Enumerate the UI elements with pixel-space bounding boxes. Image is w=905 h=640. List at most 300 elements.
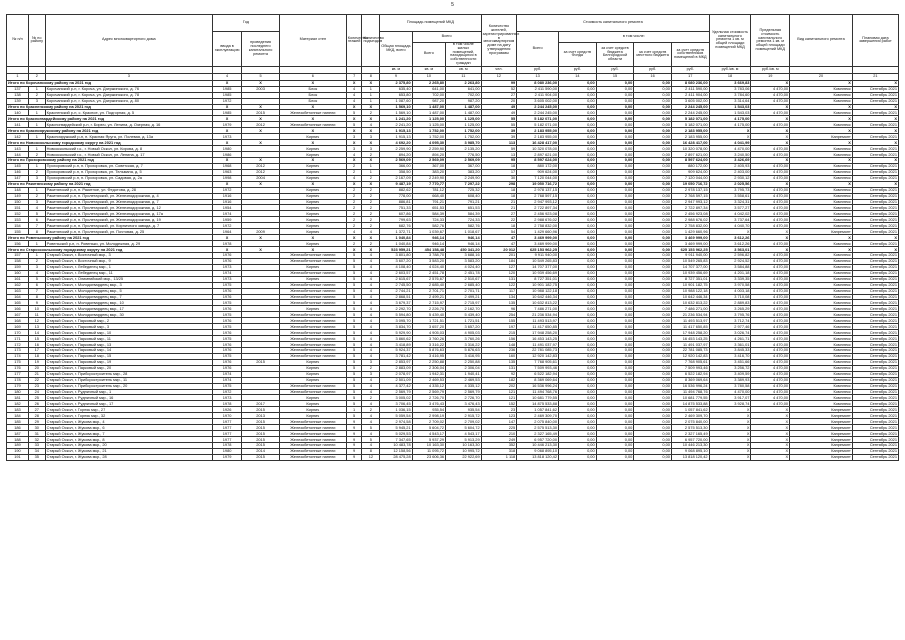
table-cell: Комплекс [790,223,853,229]
table-cell: 17 948 258,20 [671,330,709,336]
table-cell: 8 [362,448,380,454]
table-cell: Комплекс [790,383,853,389]
table-cell: Комплекс [790,98,853,104]
table-cell: 134 [481,294,517,300]
table-cell: 24 [28,389,45,395]
table-cell: 4 470,00 [751,122,790,128]
table-cell: 3 583,20 [412,258,445,264]
table-cell: 0,00 [596,122,634,128]
table-cell: 2 [362,152,380,158]
table-cell: 4 470,00 [751,300,790,306]
table-cell: Комплекс [790,300,853,306]
table-cell: 1972 [212,187,241,193]
table-cell: 3 737,64 [709,217,751,223]
table-cell: Кирпич [279,401,346,407]
table-cell: 4 [362,431,380,437]
table-cell: 0,00 [634,336,672,342]
table-cell: Комплекс [790,342,853,348]
table-cell: 4 470,00 [751,152,790,158]
table-cell: 5 [346,383,362,389]
address-cell: Корочанский р-н, г. Короча, ул. Дзержинского, д. 76 [45,86,212,92]
table-cell: 0,00 [559,371,597,377]
table-cell: 0,00 [559,359,597,365]
table-cell: 4 [362,419,380,425]
table-cell: 1 569,10 [380,110,412,116]
table-cell: 0,00 [559,264,597,270]
table-cell: X [852,104,898,110]
table-cell: 4 470,00 [751,146,790,152]
address-cell: Новооскольский г.о., г. Новый Оскол, ул. Кирова, д. 8 [45,146,212,152]
table-cell: Железобетонные панели [279,110,346,116]
table-cell: 0,00 [634,448,672,454]
table-cell: 9 [346,454,362,460]
table-cell: 12 920 142,83 [517,353,559,359]
table-cell: 0,00 [596,241,634,247]
table-cell: 3 476,43 [446,401,482,407]
table-cell: 143 [7,146,29,152]
table-cell: 0,00 [559,454,597,460]
table-cell: 0,00 [559,347,597,353]
table-cell: 0,00 [559,342,597,348]
table-cell: 152 [7,211,29,217]
table-cell: 2 596,82 [709,252,751,258]
table-cell: 0,00 [634,454,672,460]
table-cell: X [709,431,751,437]
table-cell: 2 988 676,02 [671,217,709,223]
table-cell: 4 095,30 [412,140,445,146]
table-cell: 2 897 621,00 [517,152,559,158]
table-cell: 4 543,17 [446,431,482,437]
table-cell: 173 [7,347,29,353]
table-cell: 1 125,00 [446,122,482,128]
table-cell: 4 024,40 [446,264,482,270]
table-cell: 383,20 [446,169,482,175]
header-entrances: Количество подъездов [362,15,380,67]
table-cell: 367,00 [446,163,482,169]
table-cell: Блок [279,98,346,104]
table-cell: 1 [346,407,362,413]
table-cell: 4 543,17 [412,431,445,437]
table-cell: 3 657,20 [446,324,482,330]
table-cell: 946,14 [412,241,445,247]
subtotal-label: Итого по Краснояружскому району на 2021 год [7,128,213,134]
table-cell: 6 [28,217,45,223]
table-cell: 23 [28,383,45,389]
table-cell: X [709,134,751,140]
table-cell: X [751,247,790,253]
table-cell: 0,00 [596,324,634,330]
table-cell: 59 [481,146,517,152]
table-cell: 8 080 236,00 [517,80,559,86]
address-cell: Старый Оскол, г. Приборостроитель мкр., 20 [45,383,212,389]
table-cell: 3 [346,146,362,152]
table-cell: 120 [481,270,517,276]
table-cell: 1 487,00 [446,110,482,116]
table-cell: 2 135,20 [446,146,482,152]
table-cell: 2 615,67 [380,276,412,282]
table-cell: 1976 [212,294,241,300]
header-local-budget: за счет средств местного бюджета [634,43,672,67]
address-cell: Ракитянский р-н, п. Пролетарский, ул. Железнодорожная, д. 12 [45,205,212,211]
table-cell: 184 [7,413,29,419]
table-cell: 0,00 [634,258,672,264]
table-cell: Капремонт [790,448,853,454]
header-completion-date: Плановая дата завершения работ [852,15,898,67]
table-cell: X [709,128,751,134]
table-cell: Сентябрь 2021 [852,98,898,104]
table-cell: 5 [28,276,45,282]
table-cell: 0,00 [634,152,672,158]
table-cell: 0,00 [559,395,597,401]
table-cell: 4 470,00 [751,306,790,312]
table-cell: 935,54 [412,407,445,413]
table-cell: 11 [28,312,45,318]
table-cell: 0,00 [559,318,597,324]
table-cell: 0,00 [634,110,672,116]
table-cell: 145 [7,163,29,169]
table-cell: X [709,229,751,235]
table-cell: 0,00 [634,146,672,152]
table-cell: X [751,431,790,437]
table-cell: Сентябрь 2021 [852,359,898,365]
table-cell: 2 411 590,00 [517,86,559,92]
header-fund: за счет средств Фонда [559,43,597,67]
table-cell: X [751,80,790,86]
table-cell: Железобетонные панели [279,312,346,318]
table-cell: 0,00 [596,235,634,241]
table-cell: 10 320 078,00 [517,146,559,152]
table-cell: 28 [28,413,45,419]
table-cell: 10 483,78 [380,442,412,448]
table-cell: 165 [7,300,29,306]
table-cell: 3 416,70 [709,353,751,359]
table-cell: Комплекс [790,276,853,282]
table-cell: 3 583,20 [446,258,482,264]
table-cell: 2 250,88 [412,359,445,365]
table-cell: Комплекс [790,282,853,288]
table-cell: 0,00 [559,288,597,294]
table-cell: 2 726,70 [446,395,482,401]
table-cell: 4 201,18 [709,270,751,276]
table-cell: 298 [481,181,517,187]
table-cell: 5 [346,342,362,348]
table-cell: 0,00 [559,413,597,419]
table-cell: 0,00 [559,116,597,122]
table-cell: 0,00 [634,365,672,371]
table-cell: 5 182 071,00 [517,116,559,122]
table-cell: 2 411 904,00 [517,92,559,98]
table-cell: 0,00 [596,300,634,306]
table-cell: Железобетонные панели [279,252,346,258]
address-cell: Старый Оскол, г. Жукова мкр., 20 [45,442,212,448]
table-cell: 4 041,99 [709,140,751,146]
table-cell: Сентябрь 2021 [852,193,898,199]
table-cell: Кирпич [279,205,346,211]
table-cell: Комплекс [790,92,853,98]
table-cell: 4 [362,353,380,359]
table-cell: 0,00 [559,365,597,371]
table-cell: 1 [28,187,45,193]
table-cell: 2 183 955,00 [671,134,709,140]
table-cell: Железобетонные панели [279,389,346,395]
table-cell: X [279,235,346,241]
table-cell: 3 [28,98,45,104]
table-cell: 55 [481,116,517,122]
table-cell: 0,00 [634,425,672,431]
table-cell: 2 722 897,34 [671,205,709,211]
table-cell: 0,00 [596,92,634,98]
table-cell: 0,00 [634,371,672,377]
table-cell: 0,00 [634,324,672,330]
table-cell: X [751,181,790,187]
table-cell: 2 469 309,70 [517,413,559,419]
address-cell: Ракитянский р-н, п. Пролетарский, ул. Железнодорожная, д. 17а [45,211,212,217]
table-cell: 5 876,63 [446,347,482,353]
table-cell: 1916 [212,199,241,205]
address-cell: Старый Оскол, г. Жукова мкр., 21 [45,448,212,454]
table-cell: 236 [481,347,517,353]
table-cell: X [751,448,790,454]
table-cell: 0,00 [559,282,597,288]
table-cell: Кирпич [279,193,346,199]
table-cell: 92 [481,371,517,377]
table-cell: 27 [481,92,517,98]
table-cell: Кирпич [279,152,346,158]
table-cell: 0,00 [559,86,597,92]
table-cell: X [790,104,853,110]
table-cell: Комплекс [790,294,853,300]
table-cell: 5 924,37 [380,347,412,353]
table-cell: 4 [362,276,380,282]
table-cell: 7 770,77 [412,181,445,187]
table-cell: Сентябрь 2021 [852,163,898,169]
table-cell: 2 [28,152,45,158]
table-cell: 2 078,97 [380,371,412,377]
table-cell: X [709,442,751,448]
table-cell: 946,14 [446,241,482,247]
address-cell: Корочанский р-н, г. Короча, ул. Дзержинского, д. 80 [45,98,212,104]
address-cell: Корочанский р-н, г. Короча, ул. Дзержинского, д. 78 [45,92,212,98]
table-cell: 0,00 [634,223,672,229]
table-cell: X [279,157,346,163]
table-cell: 182 [481,377,517,383]
table-cell: 4 [362,389,380,395]
table-cell: 1972 [212,98,241,104]
table-cell: Сентябрь 2021 [852,229,898,235]
table-cell: X [242,104,280,110]
table-cell: 935,54 [446,407,482,413]
table-cell: Кирпич [279,377,346,383]
table-cell: 799,63 [380,217,412,223]
table-cell: Железобетонные панели [279,270,346,276]
table-cell: 2 075 840,00 [517,419,559,425]
table-cell: 164 [7,294,29,300]
table-cell: 18 [481,193,517,199]
table-cell: 0,00 [559,134,597,140]
table-cell: 3 845,33 [709,347,751,353]
table-cell: 625 153 962,25 [517,247,559,253]
table-cell: 3 781,42 [380,353,412,359]
table-cell: X [362,157,380,163]
table-cell: 6 522 182,94 [671,371,709,377]
table-cell: 2 183 955,00 [517,134,559,140]
table-cell: 0,00 [596,383,634,389]
header-cost-including: в том числе: [559,32,710,43]
table-cell: 4 470,00 [751,288,790,294]
address-cell: Старый Оскол, г. Приборостроитель мкр., 28 [45,371,212,377]
table-cell: 2 [346,223,362,229]
table-cell: 16 536 996,24 [517,383,559,389]
table-cell: 49 [481,110,517,116]
table-cell: Блок [279,86,346,92]
table-cell: 0,00 [559,223,597,229]
table-cell: 0,00 [634,330,672,336]
table-cell: X [709,425,751,431]
table-cell: 1 087,60 [380,98,412,104]
table-cell: 2 758 832,00 [671,223,709,229]
table-cell: Сентябрь 2021 [852,86,898,92]
table-cell: 2 469 309,70 [671,413,709,419]
table-cell: 1959 [212,217,241,223]
table-cell: Комплекс [790,193,853,199]
table-cell: 4 470,00 [751,359,790,365]
table-cell: 16 428 417,00 [517,140,559,146]
table-cell: 2 244 245,00 [671,104,709,110]
header-district-number: № по району [28,15,45,67]
table-cell: 0,00 [596,104,634,110]
table-cell: 5 [346,389,362,395]
table-cell: 2 915,72 [446,413,482,419]
table-cell: 0,00 [596,98,634,104]
address-cell: Старый Оскол, г. Рудничный мкр., 1 [45,389,212,395]
table-cell: X [709,454,751,460]
table-cell: 0,00 [634,247,672,253]
table-cell: 4 470,00 [751,270,790,276]
table-cell: 0,00 [634,116,672,122]
table-cell: Железобетонные панели [279,318,346,324]
table-cell: 1 752,00 [412,128,445,134]
table-cell: 0,00 [634,312,672,318]
table-cell: 1976 [212,318,241,324]
table-cell: 4 040,70 [709,223,751,229]
table-cell: Капремонт [790,407,853,413]
table-cell: Кирпич [279,229,346,235]
table-cell: X [751,134,790,140]
table-cell: 1974 [212,377,241,383]
table-cell: 880 172,00 [517,163,559,169]
table-cell: 3 [28,199,45,205]
table-cell: 2 [346,187,362,193]
table-cell: X [751,104,790,110]
table-cell: 1976 [212,252,241,258]
table-cell: 0,00 [634,217,672,223]
table-cell: 1985 [212,110,241,116]
table-cell: 3 563,01 [709,247,751,253]
table-cell: 1972 [212,223,241,229]
table-cell: 5 [362,437,380,443]
table-cell: 0,00 [559,163,597,169]
table-cell: 13 818 120,42 [671,454,709,460]
table-cell: Сентябрь 2021 [852,371,898,377]
table-cell: 184 [481,258,517,264]
table-cell: 2 292,70 [380,306,412,312]
table-cell: 3 834,70 [380,324,412,330]
address-cell: Старый Оскол, г. Рудничный мкр., 17 [45,401,212,407]
table-cell: Сентябрь 2021 [852,324,898,330]
table-cell: 1977 [212,419,241,425]
table-cell: 0,00 [634,187,672,193]
table-cell: 9 068 895,10 [671,448,709,454]
table-cell: 16 453 143,25 [517,336,559,342]
table-cell: 668,40 [412,193,445,199]
table-cell: 7 297,22 [446,181,482,187]
table-cell: 2 375,80 [380,80,412,86]
table-cell: Кирпич [279,211,346,217]
table-cell: 202 [481,383,517,389]
table-cell: 2003 [242,86,280,92]
table-cell: 13 818 120,42 [517,454,559,460]
table-cell: Комплекс [790,312,853,318]
table-cell: 0,00 [634,92,672,98]
table-cell: 2 162,70 [446,306,482,312]
table-cell: X [751,140,790,146]
address-cell: Старый Оскол, г. Горняк мкр., 32 [45,413,212,419]
table-cell: 10 549 265,83 [517,258,559,264]
table-cell: 182 [7,401,29,407]
table-cell: 1976 [212,347,241,353]
address-cell: Старый Оскол, г. Приборостроитель мкр., 11 [45,377,212,383]
table-cell: 1 [28,110,45,116]
table-cell: 1 429 660,96 [671,229,709,235]
table-cell: 4 [28,270,45,276]
table-cell: 0,00 [634,442,672,448]
table-cell: 4 [346,86,362,92]
table-cell: 886,81 [380,199,412,205]
table-cell: 8 369 069,64 [671,377,709,383]
table-cell: 142 [7,134,29,140]
table-cell: 4 [362,442,380,448]
table-cell: 1977 [212,431,241,437]
table-cell: X [242,128,280,134]
table-cell: 4 [346,175,362,181]
table-cell: 183 [7,407,29,413]
table-cell: 0,00 [596,359,634,365]
table-cell: 12 920 142,83 [671,353,709,359]
table-cell: X [709,413,751,419]
table-cell: 2009 [242,229,280,235]
table-cell: 123 [481,413,517,419]
table-cell: 9 [346,437,362,443]
table-cell: 8 727 351,01 [517,276,559,282]
table-cell: X [362,104,380,110]
address-cell: Ракитянский р-н, п. Пролетарский, ул. Железнодорожная, д. 19 [45,217,212,223]
table-cell: 5 [346,294,362,300]
table-cell: 1 125,00 [412,116,445,122]
table-cell: X [751,229,790,235]
table-cell: Комплекс [790,371,853,377]
table-cell: 4 470,00 [751,205,790,211]
table-cell: 2 722 897,34 [517,205,559,211]
table-cell: Капремонт [790,425,853,431]
table-cell: X [346,104,362,110]
table-cell: 1976 [212,306,241,312]
table-cell: 2 685,40 [446,282,482,288]
table-cell: Сентябрь 2021 [852,152,898,158]
table-cell: 1 057 841,62 [517,407,559,413]
table-cell: Капремонт [790,419,853,425]
table-cell: 0,00 [634,318,672,324]
table-cell: 2012 [242,122,280,128]
